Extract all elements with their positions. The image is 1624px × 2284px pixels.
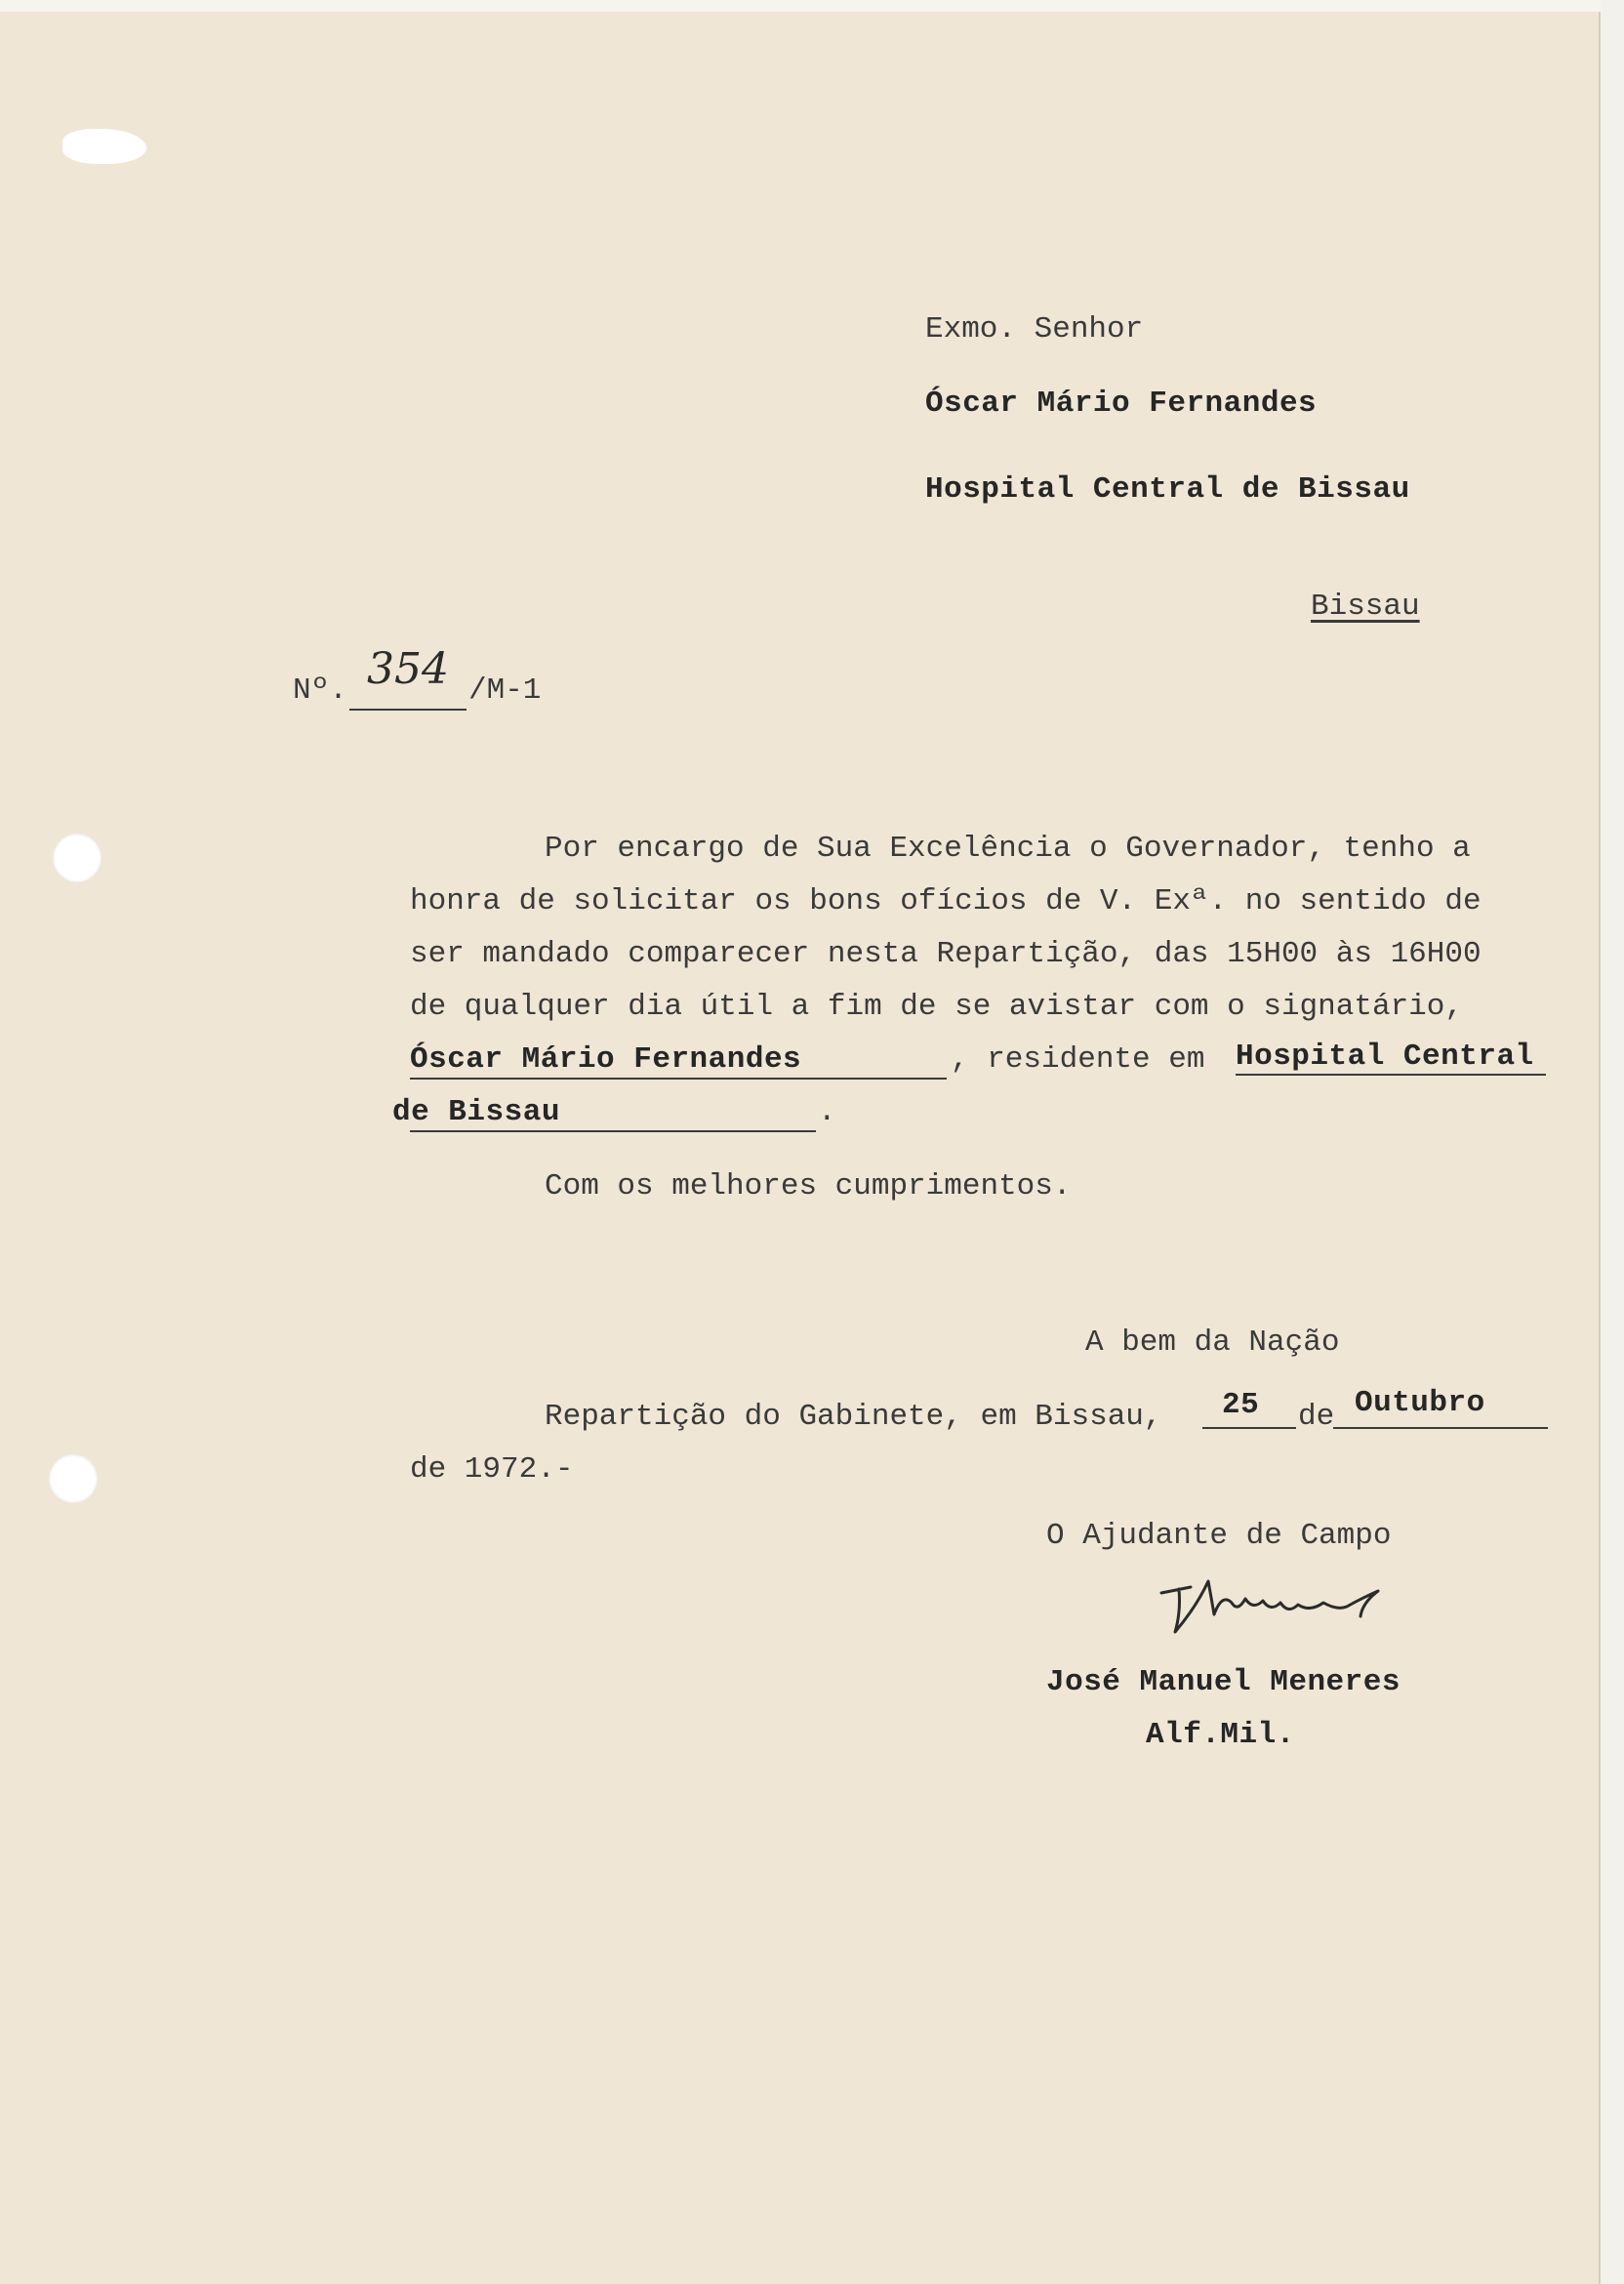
filled-place-1: Hospital Central (1236, 1040, 1534, 1074)
date-prefix: Repartição do Gabinete, em Bissau, (545, 1400, 1162, 1434)
motto: A bem da Nação (1085, 1326, 1340, 1360)
body-line-2: honra de solicitar os bons ofícios de V. Exª. no sentido de (410, 884, 1482, 918)
residente-text: , residente em (951, 1042, 1205, 1077)
day-blank (1202, 1427, 1296, 1429)
reference-number: 354 (367, 644, 449, 694)
signatory-role: O Ajudante de Campo (1046, 1519, 1392, 1553)
filled-place-2: de Bissau (392, 1095, 560, 1129)
paper-tear (62, 129, 146, 164)
date-de: de (1298, 1400, 1335, 1434)
punch-hole-top (53, 834, 102, 882)
reference-suffix: /M-1 (468, 673, 542, 708)
date-day: 25 (1222, 1388, 1260, 1422)
date-month: Outubro (1355, 1386, 1485, 1420)
month-blank (1333, 1427, 1548, 1429)
name-blank (410, 1078, 947, 1080)
salutation: Exmo. Senhor (925, 312, 1144, 347)
closing-greeting: Com os melhores cumprimentos. (545, 1169, 1072, 1203)
place-blank-2 (410, 1130, 816, 1132)
reference-blank (349, 709, 467, 711)
punch-hole-bottom (49, 1454, 98, 1503)
scan-margin (1601, 0, 1624, 2284)
body-line-1: Por encargo de Sua Excelência o Governador, tenho a (545, 832, 1471, 866)
signatory-rank: Alf.Mil. (1146, 1718, 1295, 1752)
recipient-name: Óscar Mário Fernandes (925, 387, 1318, 421)
recipient-city: Bissau (1311, 590, 1420, 624)
body-line-3: ser mandado comparecer nesta Repartição, das 15H00 às 16H00 (410, 937, 1482, 971)
body-period: . (818, 1095, 836, 1129)
place-blank-1 (1236, 1074, 1546, 1076)
document-page (0, 12, 1601, 2284)
signatory-name: José Manuel Meneres (1046, 1665, 1401, 1699)
recipient-institution: Hospital Central de Bissau (925, 472, 1410, 507)
filled-name: Óscar Mário Fernandes (410, 1042, 802, 1077)
reference-prefix: Nº. (293, 673, 347, 708)
date-year: de 1972.- (410, 1452, 574, 1487)
handwritten-signature (1152, 1564, 1415, 1642)
body-line-4: de qualquer dia útil a fim de se avistar com o signatário, (410, 990, 1463, 1024)
